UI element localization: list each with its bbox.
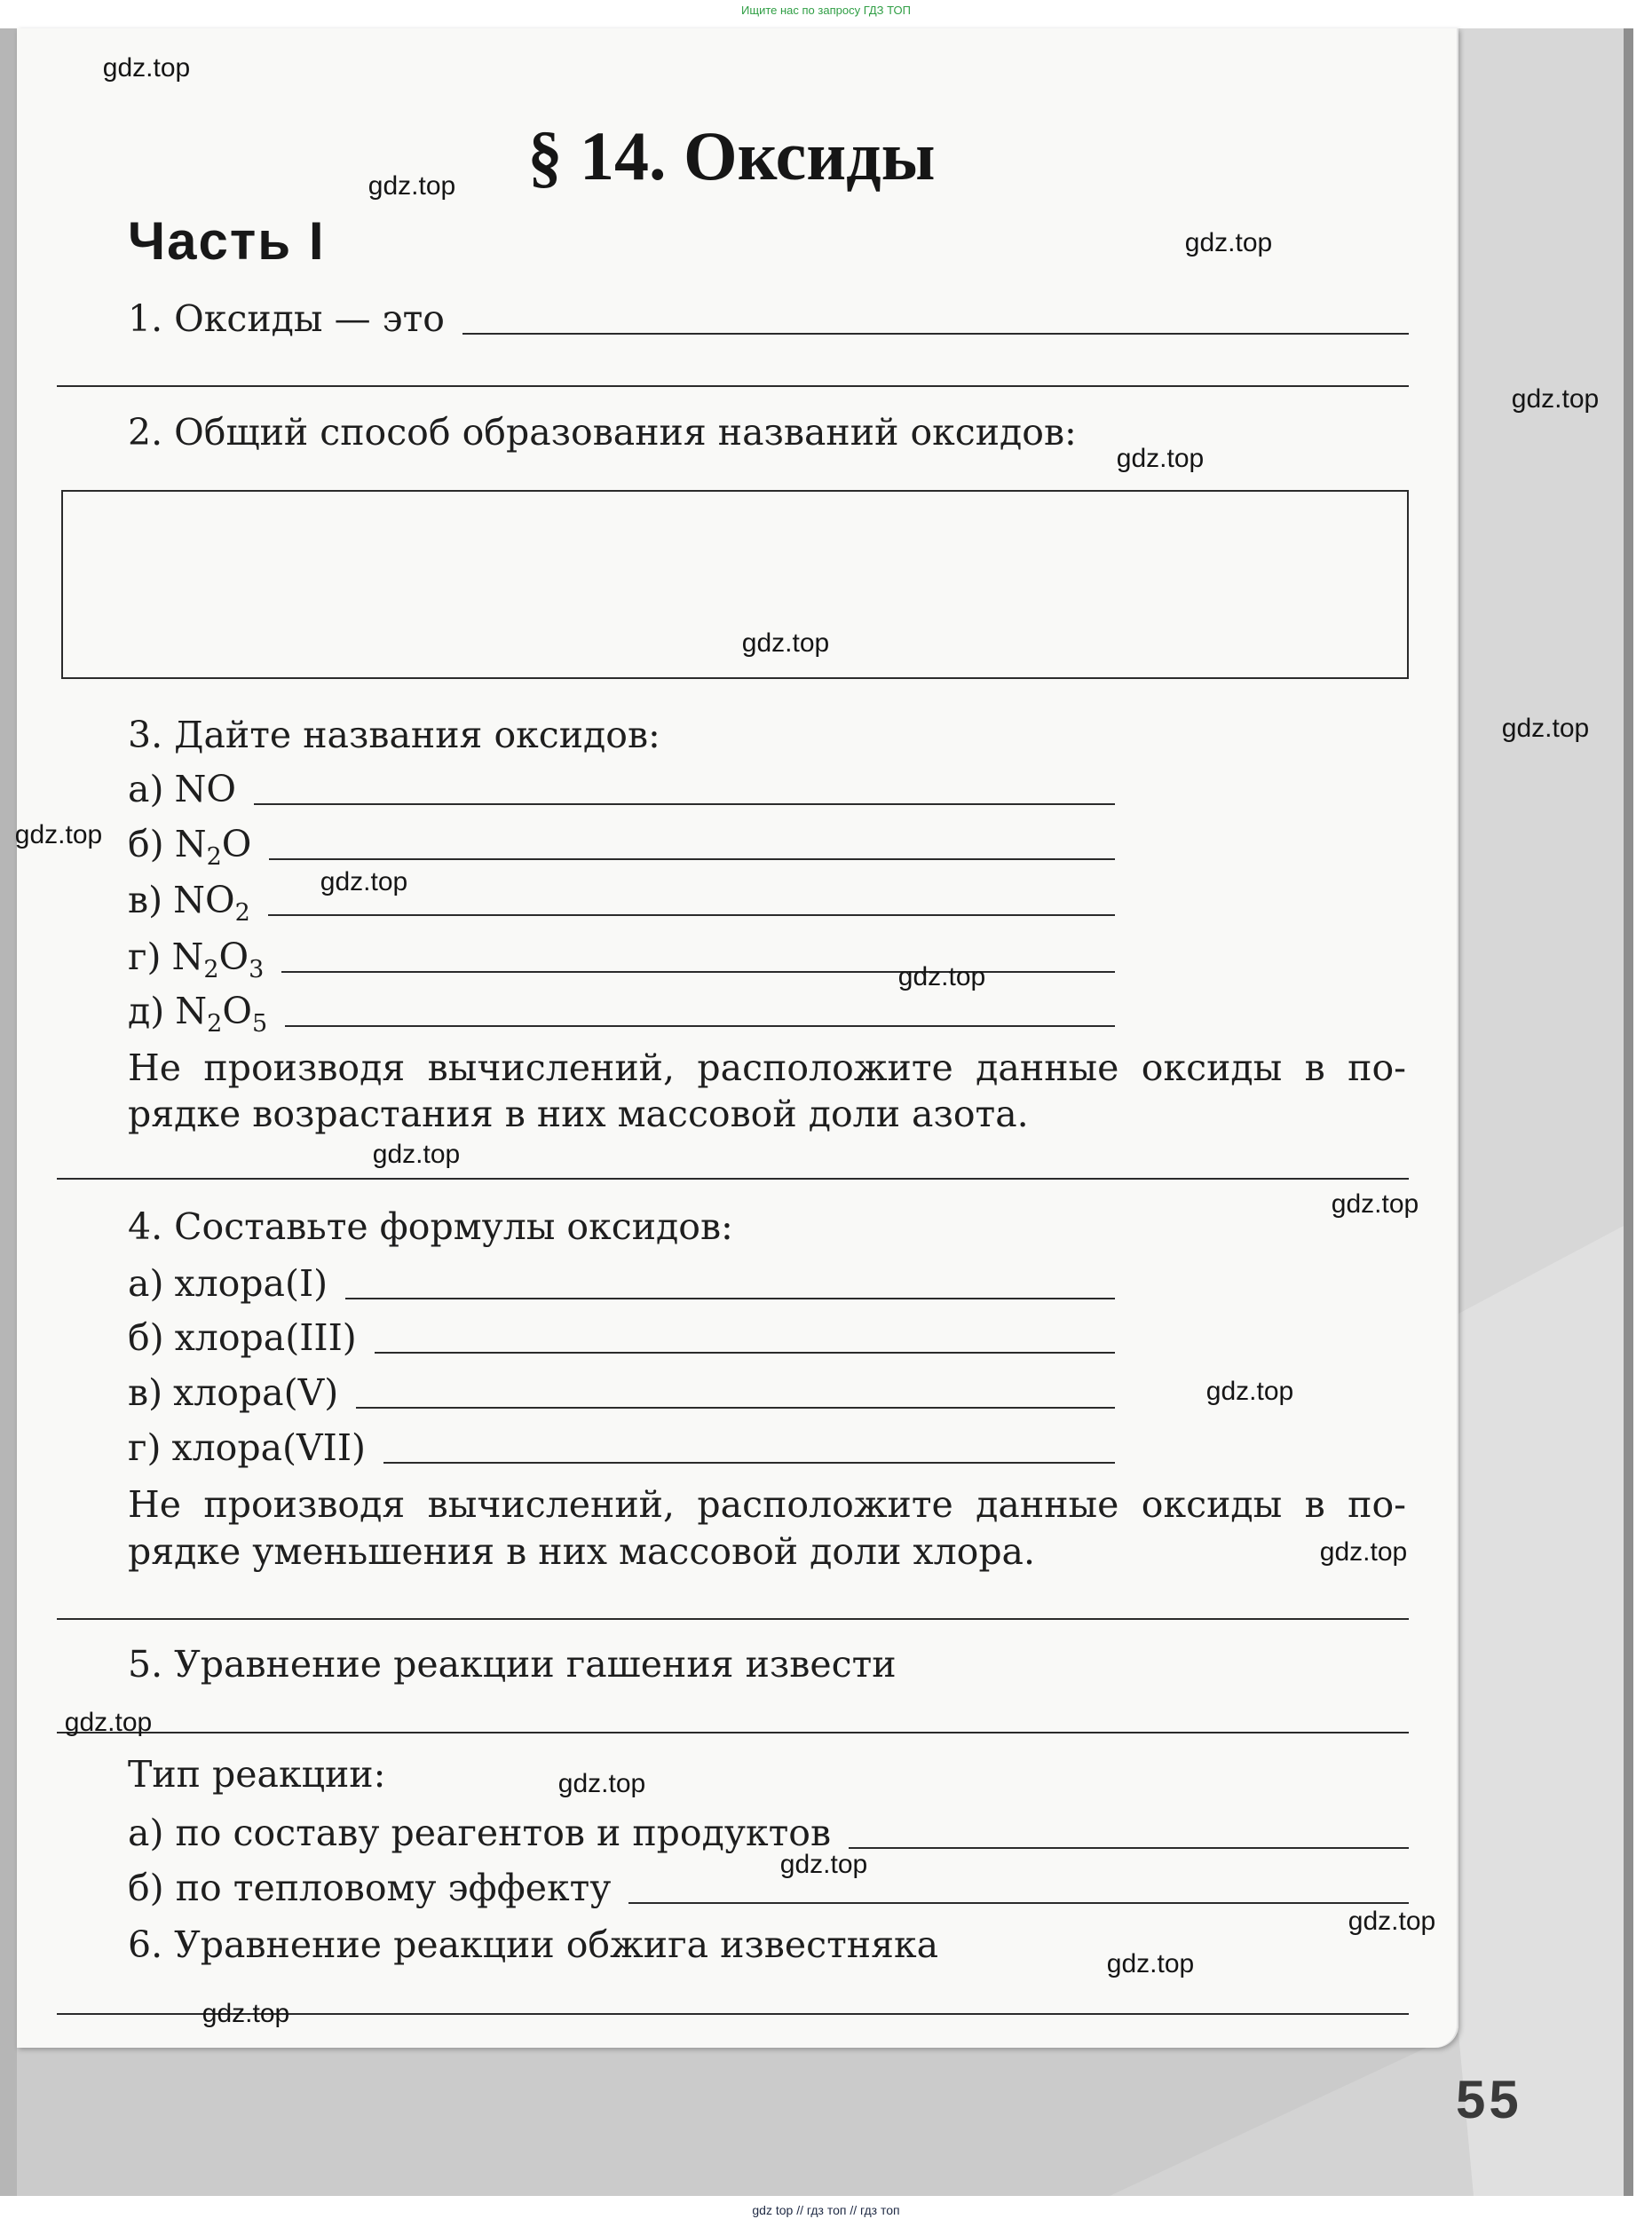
oxide-formula bbox=[174, 770, 236, 808]
answer-line bbox=[285, 1025, 1115, 1027]
answer-line bbox=[375, 1352, 1115, 1354]
item-text: хлора(I) bbox=[174, 1262, 328, 1305]
formula-element: NO bbox=[173, 879, 235, 921]
task4-instruction-line-2: рядке уменьшения в них массовой доли хлора. bbox=[128, 1530, 1036, 1573]
answer-line bbox=[849, 1847, 1409, 1849]
watermark: gdz.top bbox=[1501, 714, 1590, 743]
formula-element: NO bbox=[174, 768, 236, 810]
watermark: gdz.top bbox=[1205, 1377, 1294, 1406]
watermark: gdz.top bbox=[1106, 1949, 1195, 1978]
task4-item-a bbox=[128, 1262, 1115, 1305]
answer-line bbox=[383, 1462, 1115, 1464]
watermark: gdz.top bbox=[202, 1999, 290, 2028]
item-label: г) bbox=[128, 1426, 162, 1469]
task3-item-a bbox=[128, 770, 1115, 808]
answer-line bbox=[345, 1298, 1115, 1299]
part-heading: Часть I bbox=[128, 211, 326, 271]
answer-line bbox=[628, 1902, 1409, 1904]
watermark: gdz.top bbox=[1184, 228, 1273, 257]
item-label: г) bbox=[128, 936, 162, 978]
answer-line-full bbox=[57, 1178, 1409, 1180]
task6-text: 6. Уравнение реакции обжига известняка bbox=[128, 1923, 939, 1966]
task4-item-d bbox=[128, 1426, 1115, 1469]
page-title: § 14. Оксиды bbox=[527, 117, 936, 194]
watermark: gdz.top bbox=[320, 867, 408, 896]
formula-subscript: 2 bbox=[234, 899, 250, 927]
watermark: gdz.top bbox=[1511, 384, 1600, 414]
watermark: gdz.top bbox=[779, 1850, 868, 1879]
item-text: хлора(III) bbox=[174, 1316, 357, 1359]
task1-text: 1. Оксиды — это bbox=[128, 297, 445, 340]
task3-instruction-line-2: рядке возрастания в них массовой доли азота. bbox=[128, 1093, 1029, 1135]
reaction-type-composition bbox=[128, 1814, 1409, 1852]
item-label: а) bbox=[128, 1262, 164, 1305]
reaction-type-heat bbox=[128, 1869, 1409, 1907]
item-label: а) bbox=[128, 768, 164, 810]
oxide-formula bbox=[174, 823, 252, 871]
task3-instruction-line-1: Не производя вычислений, расположите данные оксиды в по- bbox=[128, 1046, 1406, 1089]
oxide-formula bbox=[173, 879, 250, 927]
watermark: gdz.top bbox=[102, 53, 191, 83]
answer-line bbox=[254, 803, 1115, 805]
formula-subscript: 2 bbox=[206, 843, 222, 871]
task4-heading: 4. Составьте формулы оксидов: bbox=[128, 1205, 733, 1248]
task3-item-e bbox=[128, 990, 1115, 1038]
formula-element: O bbox=[218, 936, 249, 978]
task4-item-b bbox=[128, 1316, 1115, 1359]
oxide-formula bbox=[175, 990, 268, 1038]
answer-line bbox=[269, 858, 1115, 860]
item-label: в) bbox=[128, 879, 163, 921]
task4-item-c bbox=[128, 1371, 1115, 1414]
watermark: gdz.top bbox=[741, 628, 830, 658]
task3-item-c bbox=[128, 879, 1115, 927]
formula-subscript: 5 bbox=[251, 1010, 268, 1038]
item-label: в) bbox=[128, 1371, 163, 1414]
formula-element: O bbox=[221, 823, 252, 865]
formula-element: N bbox=[175, 990, 208, 1032]
item-label: б) bbox=[128, 823, 164, 865]
watermark: gdz.top bbox=[1319, 1537, 1408, 1567]
answer-line bbox=[268, 914, 1115, 916]
answer-line bbox=[281, 971, 1115, 973]
item-label: д) bbox=[128, 990, 165, 1032]
answer-line-full bbox=[57, 385, 1409, 387]
oxide-formula bbox=[171, 936, 265, 983]
task3-heading: 3. Дайте названия оксидов: bbox=[128, 714, 660, 756]
answer-line bbox=[462, 333, 1409, 335]
watermark: gdz.top bbox=[1348, 1907, 1436, 1936]
formula-subscript: 3 bbox=[249, 956, 265, 983]
item-text: хлора(V) bbox=[173, 1371, 339, 1414]
formula-element: O bbox=[222, 990, 252, 1032]
task4-instruction-line-1: Не производя вычислений, расположите данные оксиды в по- bbox=[128, 1483, 1406, 1526]
page-number: 55 bbox=[1456, 2070, 1522, 2129]
item-label: б) bbox=[128, 1316, 164, 1359]
task1-row bbox=[128, 297, 1409, 340]
heat-effect-label: б) по тепловому эффекту bbox=[128, 1867, 612, 1909]
watermark: gdz.top bbox=[897, 962, 986, 991]
watermark: gdz.top bbox=[372, 1140, 461, 1169]
composition-label: а) по составу реагентов и продуктов bbox=[128, 1812, 832, 1854]
watermark: gdz.top bbox=[14, 820, 103, 849]
watermark: gdz.top bbox=[64, 1708, 153, 1737]
task5-text: 5. Уравнение реакции гашения извести bbox=[128, 1643, 897, 1686]
formula-element: N bbox=[174, 823, 207, 865]
item-text: хлора(VII) bbox=[171, 1426, 367, 1469]
answer-line-full bbox=[57, 1618, 1409, 1620]
watermark: gdz.top bbox=[1116, 444, 1205, 473]
top-banner: Ищите нас по запросу ГДЗ ТОП bbox=[741, 4, 911, 17]
formula-element: N bbox=[171, 936, 204, 978]
watermark: gdz.top bbox=[368, 171, 456, 201]
task2-text: 2. Общий способ образования названий оксидов: bbox=[128, 411, 1077, 454]
formula-subscript: 2 bbox=[203, 956, 219, 983]
watermark: gdz.top bbox=[1331, 1189, 1419, 1219]
formula-subscript: 2 bbox=[207, 1010, 223, 1038]
answer-line bbox=[356, 1407, 1115, 1409]
answer-box bbox=[61, 490, 1409, 679]
footer-text: gdz top // гдз топ // гдз топ bbox=[752, 2203, 900, 2217]
reaction-type-label: Тип реакции: bbox=[128, 1753, 386, 1796]
task3-item-b bbox=[128, 823, 1115, 871]
answer-line-full bbox=[57, 1732, 1409, 1733]
watermark: gdz.top bbox=[557, 1769, 646, 1798]
